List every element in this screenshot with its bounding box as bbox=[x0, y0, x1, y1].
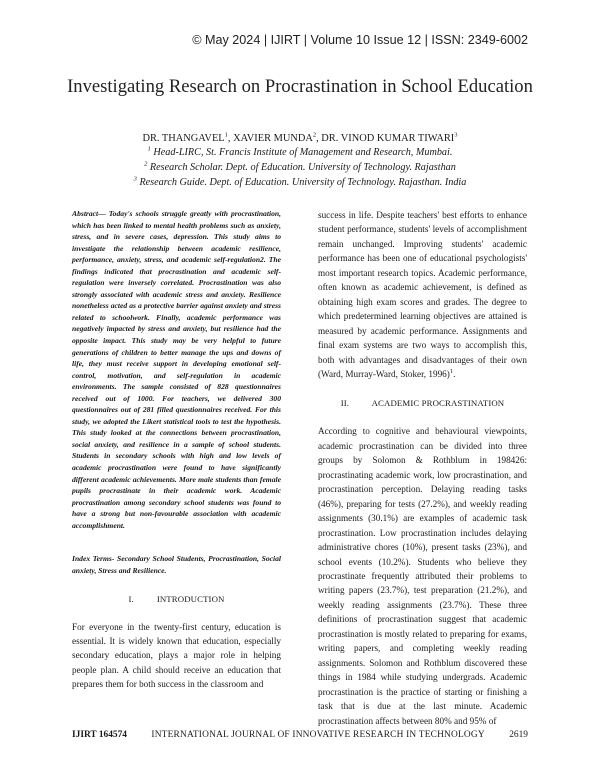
citation-sup: 1 bbox=[449, 367, 454, 375]
paper-title: Investigating Research on Procrastination in School Education bbox=[67, 76, 533, 97]
intro-continued-paragraph bbox=[318, 208, 527, 381]
author-2-sup: 2 bbox=[312, 131, 317, 139]
affiliation-3-sup: 3 bbox=[133, 175, 137, 183]
left-column bbox=[72, 208, 281, 692]
abstract: Abstract— Today's schools struggle greatly with procrastination, which has been linked to mental health problems such as anxiety, stress, and in severe cases, depression. This study aims to investigate the relationship between academic resilience, performance, anxiety, stress, and academic self-regulation2. The findings indicated that procrastination and academic self-regulation were inversely correlated. Procrastination was also strongly associated with academic stress and anxiety. Resilience nonetheless acted as a protective barrier against anxiety and stress related to schoolwork. Finally, academic performance was negatively impacted by stress and anxiety, but resilience had the opposite impact. This study may be very helpful to future generations of children to better manage the ups and downs of life, they must receive support in developing emotional self-control, motivation, and self-regulation in academic environments. The sample consisted of 828 questionnaires received out of 1000. For teachers, we delivered 300 questionnaires out of 281 filled questionnaires received. For this study, we adopted the Likert statistical tools to test the hypothesis. This study looked at the connections between procrastination, social anxiety, and resilience in a sample of school students. Students in secondary schools with high and low levels of academic procrastination were found to have significantly different academic achievements. More male students than female pupils procrastinate in their academic work. Academic procrastination among secondary school students was found to have a strong but non-favourable association with academic accomplishment. bbox=[72, 209, 281, 530]
right-column bbox=[318, 208, 527, 728]
section-heading-academic-procrastination: II. ACADEMIC PROCRASTINATION bbox=[340, 398, 505, 409]
intro-continued-text: success in life. Despite teachers' best efforts to enhance student performance, students' levels of accomplishment remain unchanged. Improving students' academic performance has been one of educational psychologists' most important research topics. Academic performance, often known as academic achievement, is defined as obtaining high exam scores and grades. The degree to which predetermined learning objectives are attained is measured by academic performance. Assignments and final exam systems are two ways to accomplish this, both with advantages and disadvantages of their own (Ward, Murray-Ward, Stoker, 1996) bbox=[318, 210, 527, 379]
affiliation-2 bbox=[40, 161, 560, 175]
page-footer bbox=[72, 730, 528, 740]
intro-continued-end: . bbox=[453, 368, 456, 379]
author-3-sup: 3 bbox=[454, 131, 458, 139]
author-line bbox=[40, 131, 560, 146]
affiliation-2-text: Research Scholar. Dept. of Education. University of Technology. Rajasthan bbox=[147, 162, 456, 173]
affiliation-2-sup: 2 bbox=[144, 160, 148, 168]
footer-paper-id: IJIRT 164574 bbox=[72, 730, 127, 740]
section-heading-introduction: I. INTRODUCTION bbox=[128, 593, 225, 604]
affiliation-1-text: Head-LIRC, St. Francis Institute of Management and Research, Mumbai. bbox=[150, 147, 453, 158]
intro-paragraph: For everyone in the twenty-first century, education is essential. It is widely known that education, especially secondary education, plays a major role in helping people plan. A child should receive an education that prepares them for both success in the classroom and bbox=[72, 621, 281, 690]
author-1: DR. THANGAVEL bbox=[142, 133, 225, 144]
index-terms: Index Terms- Secondary School Students, Procrastination, Social anxiety, Stress and Resilience. bbox=[72, 554, 281, 575]
affiliation-1-sup: 1 bbox=[147, 145, 151, 153]
journal-header: © May 2024 | IJIRT | Volume 10 Issue 12 | ISSN: 2349-6002 bbox=[192, 33, 528, 47]
author-1-sup: 1 bbox=[224, 131, 228, 139]
author-2: , XAVIER MUNDA bbox=[227, 133, 313, 144]
footer-page-number: 2619 bbox=[509, 730, 528, 740]
author-3: , DR. VINOD KUMAR TIWARI bbox=[316, 133, 455, 144]
footer-journal-name: INTERNATIONAL JOURNAL OF INNOVATIVE RESEARCH IN TECHNOLOGY bbox=[151, 730, 485, 740]
affiliation-1 bbox=[40, 146, 560, 160]
procrastination-paragraph: According to cognitive and behavioural viewpoints, academic procrastination can be divided into three groups by Solomon & Rothblum in 198426: procrastinating academic work, low procrastination, and procrastination perception. Delaying reading tasks (46%), preparing for tests (27.2%), and weekly reading assignments (30.1%) are examples of academic task procrastination. Low procrastination includes delaying administrative chores (10%), present tasks (23%), and school events (10.2%). Students who believe they procrastinate frequently attributed their problems to writing papers (23.7%), test preparation (21.2%), and weekly reading assignments (23.7%). These three definitions of procrastination suggest that academic procrastination is mostly related to preparing for exams, writing papers, and completing weekly reading assignments. Solomon and Rothblum discovered these things in 1984 while studying undergrads. Academic procrastination is the practice of starting or finishing a task that is due at the last minute. Academic procrastination affects between 80% and 95% of bbox=[318, 426, 527, 726]
affiliation-3 bbox=[40, 176, 560, 190]
affiliation-3-text: Research Guide. Dept. of Education. University of Technology. Rajasthan. India bbox=[136, 177, 467, 188]
